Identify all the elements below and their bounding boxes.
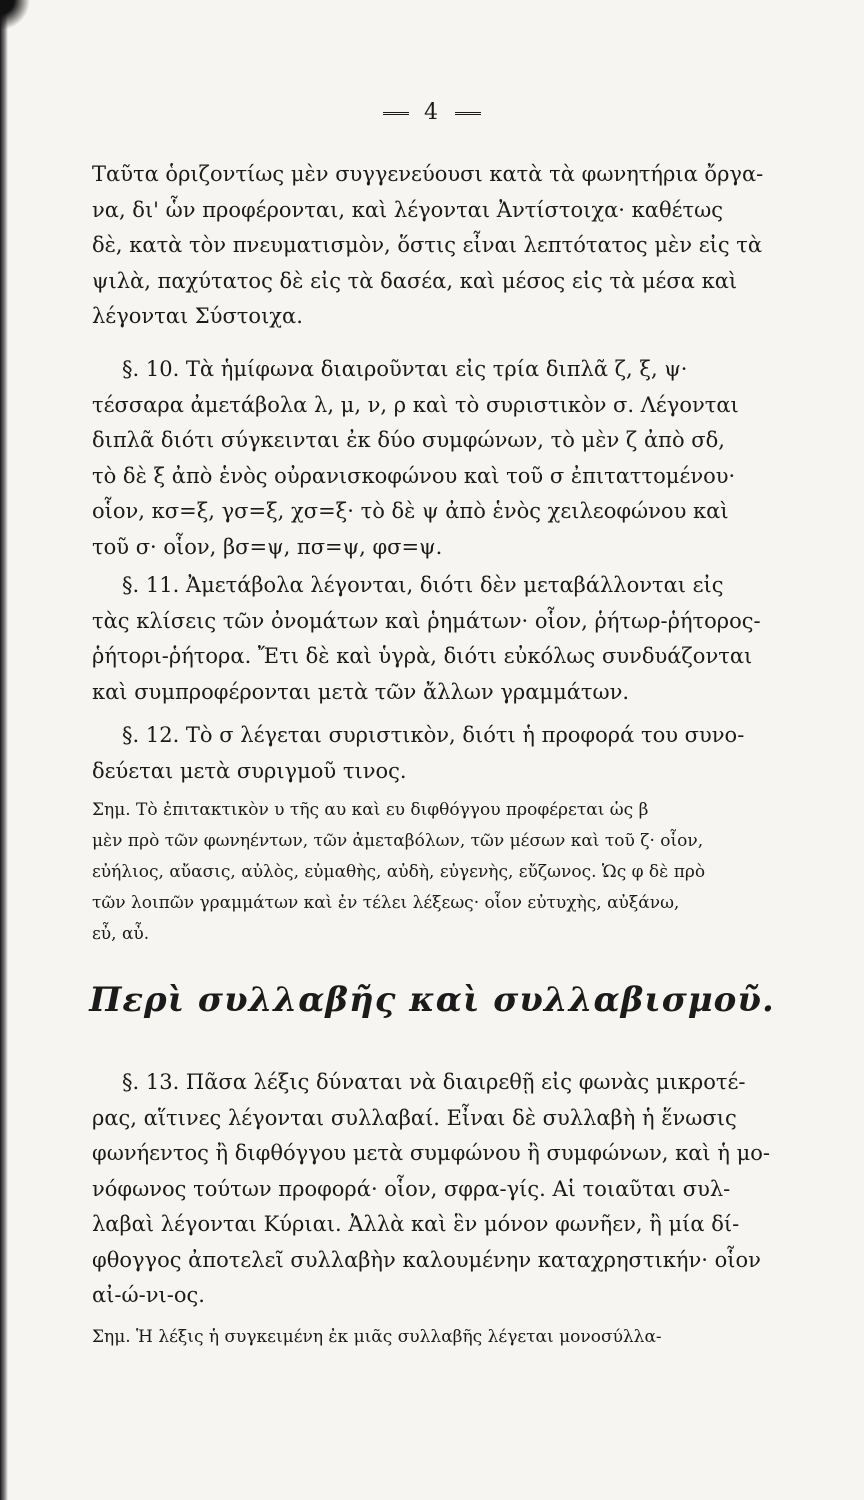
text-line: φθογγος ἀποτελεῖ συλλαβὴν καλουμένην καταχρηστικήν· οἷον xyxy=(92,1247,761,1272)
paragraph-section-11 xyxy=(92,568,780,710)
text-line: φωνήεντος ἢ διφθόγγου μετὰ συμφώνου ἢ συμφώνων, καὶ ἡ μο- xyxy=(92,1141,770,1165)
paragraph-section-12 xyxy=(92,718,780,789)
header-rule-right xyxy=(455,112,481,115)
text-line: λαβαὶ λέγονται Κύριαι. Ἀλλὰ καὶ ἓν μόνον φωνῆεν, ἢ μία δί- xyxy=(92,1212,740,1236)
text-line: τὰς κλίσεις τῶν ὀνομάτων καὶ ῥημάτων· οἷον, ῥήτωρ-ῥήτορος- xyxy=(92,608,761,633)
text-line: ρας, αἵτινες λέγονται συλλαβαί. Εἶναι δὲ συλλαβὴ ἡ ἕνωσις xyxy=(92,1105,737,1130)
text-line: ῥήτορι-ῥήτορα. Ἔτι δὲ καὶ ὑγρὰ, διότι εὐκόλως συνδυάζονται xyxy=(92,644,753,668)
paragraph-section-13 xyxy=(92,1065,780,1314)
paragraph-intro xyxy=(92,157,780,335)
page-binding-shadow xyxy=(0,0,8,1500)
page-corner-shadow xyxy=(0,0,30,30)
text-line: διπλᾶ διότι σύγκεινται ἐκ δύο συμφώνων, τὸ μὲν ζ ἀπὸ σδ, xyxy=(92,428,725,452)
text-line: §. 10. Τὰ ἡμίφωνα διαιροῦνται εἰς τρία διπλᾶ ζ, ξ, ψ· xyxy=(122,357,688,381)
note-line: τῶν λοιπῶν γραμμάτων καὶ ἐν τέλει λέξεως· οἷον εὐτυχὴς, αὐξάνω, xyxy=(92,893,680,913)
text-line: καὶ συμπροφέρονται μετὰ τῶν ἄλλων γραμμάτων. xyxy=(92,679,630,704)
note-line: Σημ. Ἡ λέξις ἡ συγκειμένη ἐκ μιᾶς συλλαβῆς λέγεται μονοσύλλα- xyxy=(92,1327,662,1347)
text-line: λέγονται Σύστοιχα. xyxy=(92,304,303,328)
text-line: δεύεται μετὰ συριγμοῦ τινος. xyxy=(92,758,407,783)
text-line: §. 11. Ἀμετάβολα λέγονται, διότι δὲν μεταβάλλονται εἰς xyxy=(122,573,724,597)
text-line: τέσσαρα ἀμετάβολα λ, μ, ν, ρ καὶ τὸ συριστικὸν σ. Λέγονται xyxy=(92,392,739,417)
note-line: εὖ, αὖ. xyxy=(92,924,150,944)
header-rule-left xyxy=(383,112,409,115)
note-line: εὐήλιος, αὔασις, αὐλὸς, εὐμαθὴς, αὐδὴ, εὐγενὴς, εὔζωνος. Ὡς φ δὲ πρὸ xyxy=(92,862,706,882)
text-line: τὸ δὲ ξ ἀπὸ ἑνὸς οὐρανισκοφώνου καὶ τοῦ σ ἐπιταττομένου· xyxy=(92,463,736,488)
note-monosyllable xyxy=(92,1322,780,1353)
note-line: Σημ. Τὸ ἐπιτακτικὸν υ τῆς αυ καὶ ευ διφθόγγου προφέρεται ὡς β xyxy=(92,800,649,820)
paragraph-section-10 xyxy=(92,352,780,565)
page-header xyxy=(0,100,864,125)
note-line: μὲν πρὸ τῶν φωνηέντων, τῶν ἀμεταβόλων, τῶν μέσων καὶ τοῦ ζ· οἷον, xyxy=(92,831,704,851)
text-line: να, δι' ὧν προφέρονται, καὶ λέγονται Ἀντίστοιχα· καθέτως xyxy=(92,197,723,222)
text-line: Ταῦτα ὁριζοντίως μὲν συγγενεύουσι κατὰ τὰ φωνητήρια ὄργα- xyxy=(92,162,764,186)
text-line: δὲ, κατὰ τὸν πνευματισμὸν, ὅστις εἶναι λεπτότατος μὲν εἰς τὰ xyxy=(92,233,763,257)
text-line: §. 12. Τὸ σ λέγεται συριστικὸν, διότι ἡ προφορά του συνο- xyxy=(122,723,745,747)
text-line: τοῦ σ· οἷον, βσ=ψ, πσ=ψ, φσ=ψ. xyxy=(92,534,443,559)
text-line: ψιλὰ, παχύτατος δὲ εἰς τὰ δασέα, καὶ μέσος εἰς τὰ μέσα καὶ xyxy=(92,268,738,293)
text-line: αἰ-ώ-νι-ος. xyxy=(92,1283,205,1307)
note-pronunciation xyxy=(92,795,780,950)
section-heading: Περὶ συλλαβῆς καὶ συλλαβισμοῦ. xyxy=(89,980,775,1020)
page-number: 4 xyxy=(424,100,440,125)
text-line: §. 13. Πᾶσα λέξις δύναται νὰ διαιρεθῇ εἰς φωνὰς μικροτέ- xyxy=(122,1070,746,1094)
text-line: νόφωνος τούτων προφορά· οἷον, σφρα-γίς. Αἱ τοιαῦται συλ- xyxy=(92,1176,731,1201)
text-line: οἷον, κσ=ξ, γσ=ξ, χσ=ξ· τὸ δὲ ψ ἀπὸ ἑνὸς χειλεοφώνου καὶ xyxy=(92,499,729,523)
